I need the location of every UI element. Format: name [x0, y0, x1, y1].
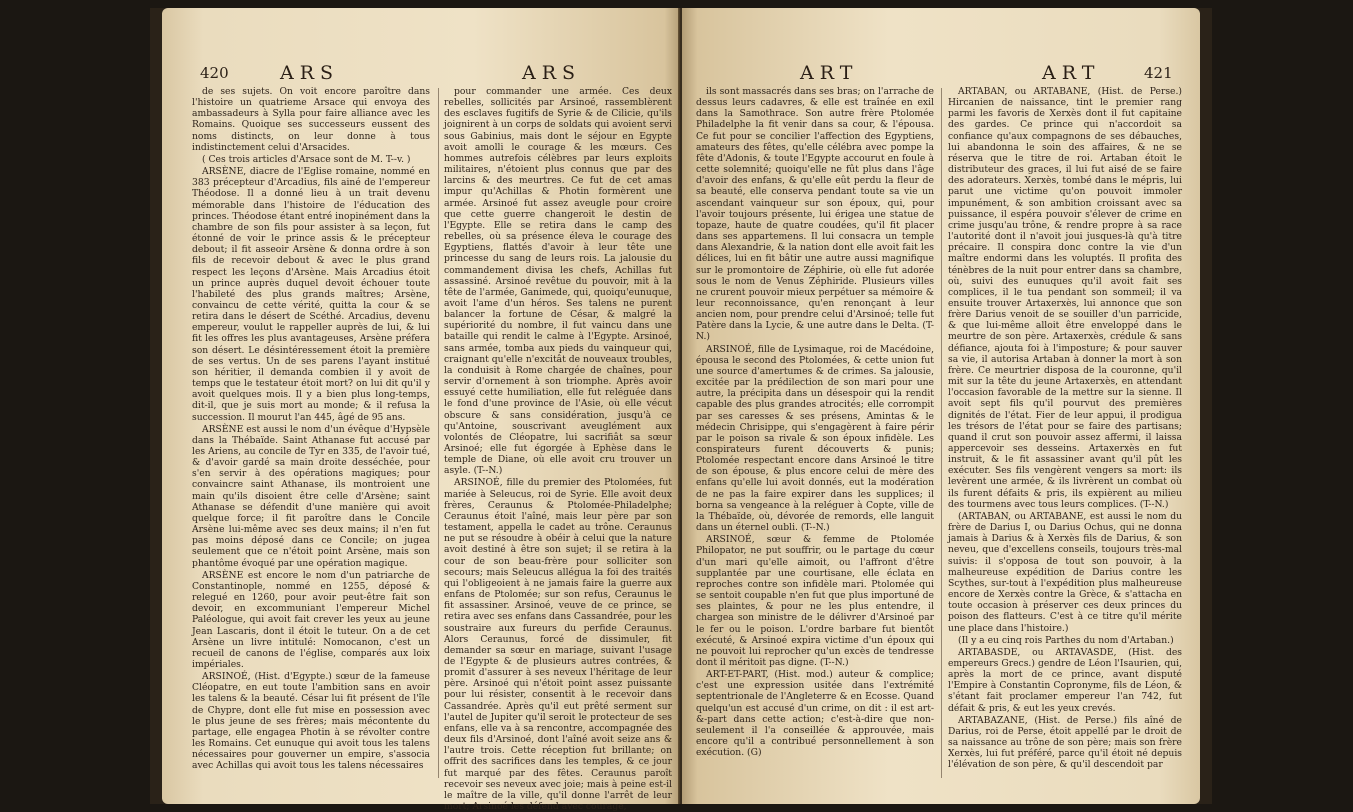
right-page-number: 421: [1144, 64, 1173, 82]
paragraph: ARSINOÉ, fille de Lysimaque, roi de Macédoine, épousa le second des Ptolomées, & cette union fut une source d'amertumes & de crimes. Sa jalousie, excitée par la prédilection de son mari pour une autre, la précipita dans un désespoir qui la rendit capable des plus grandes atrocités; elle corrompit par ses caresses & ses présens, Amintas & le médecin Chrisippe, qui s'engagèrent à faire périr par le poison sa rivale & son époux infidèle. Les conspirateurs furent découverts & punis; Ptolomée respectant encore dans Arsinoé le titre de son épouse, & plus encore celui de mère des enfans qu'elle lui avoit donnés, eut la modération de ne pas la faire expirer dans les supplices; il borna sa vengeance à la reléguer à Copte, ville de la Thébaïde, où, dévorée de remords, elle languit dans un éternel oubli. (T--N.): [696, 343, 934, 534]
paragraph: ( Ces trois articles d'Arsace sont de M. T--v. ): [202, 153, 411, 165]
right-page-header: [682, 60, 1200, 84]
column-rule: [941, 88, 942, 778]
paragraph: ARSÈNE est encore le nom d'un patriarche de Constantinople, nommé en 1255, déposé & relegué en 1260, pour avoir peut-être fait son devoir, en excommuniant l'empereur Michel Paléologue, qui avoit fait crever les yeux au jeune Jean Lascaris, dont il étoit le tuteur. On a de cet Arsène un livre intitulé: Nomocanon, c'est un recueil de canons de l'église, comparés aux loix impériales.: [192, 569, 430, 670]
paragraph: ARSINOÉ, (Hist. d'Egypte.) sœur de la fameuse Cléopatre, en eut toute l'ambition sans en avoir les talens & la beauté. César lui fit présent de l'île de Chypre, dont elle fut mise en possession avec le plus jeune de ses frères; mais mécontente du partage, elle engagea Photin à se révolter contre les Romains. Cet eunuque qui avoit tous les talens nécessaires pour gouverner un empire, s'associa avec Achillas qui avoit tous les talens nécessaires: [192, 671, 430, 772]
paragraph: ARTABASDE, ou ARTAVASDE, (Hist. des empereurs Grecs.) gendre de Léon l'Isaurien, qui, après la mort de ce prince, avant disputé l'Empire à Constantin Copronyme, fils de Léon, & s'étant fait proclamer empereur l'an 742, fut défait & pris, & eut les yeux crevés.: [948, 646, 1182, 714]
right-column-2: [948, 86, 1182, 771]
open-book: [150, 8, 1212, 812]
right-running-head-1: ART: [800, 62, 859, 84]
paragraph: ARSÈNE, diacre de l'Eglise romaine, nommé en 383 précepteur d'Arcadius, fils ainé de l'empereur Théodose. Il a donné lieu à un trait devenu mémorable dans l'histoire de l'éducation des princes. Théodose étant entré inopinément dans la chambre de son fils pour assister à sa leçon, fut étonné de voir le prince assis & le précepteur debout; il fit asseoir Arsène & donna ordre à son fils de recevoir debout & avec le plus grand respect les leçons d'Arsène. Mais Arcadius étoit un prince auprès duquel devoit échouer toute l'habileté des plus grands maîtres; Arsène, convaincu de cette vérité, quitta la cour & se retira dans le désert de Scéthé. Arcadius, devenu empereur, voulut le rappeller auprès de lui, & lui fit les offres les plus avantageuses, Arsène préfera son désert. Le désintéressement étoit la première de ses vertus. Un de ses parens l'ayant institué son héritier, il demanda combien il y avoit de temps que le testateur étoit mort? on lui dit qu'il y avoit quelques mois. Il y a bien plus long-temps, dit-il, que je suis mort au monde; & il refusa la succession. Il mourut l'an 445, âgé de 95 ans.: [192, 166, 430, 423]
right-column-1: [696, 86, 934, 758]
left-running-head-1: ARS: [280, 62, 340, 84]
right-page: [682, 8, 1200, 804]
paragraph: ARSINOÉ, fille du premier des Ptolomées, fut mariée à Seleucus, roi de Syrie. Elle avoit deux frères, Ceraunus & Ptolomée-Philadelphe; Ceraunus étoit l'aîné, mais leur père par son testament, appella le cadet au trône. Ceraunus ne put se résoudre à obéir à celui que la nature avoit destiné à être son sujet; il se retira à la cour de son beau-frère pour solliciter son secours; mais Seleucus allégua la foi des traités qui l'obligeoient à ne jamais faire la guerre aux enfans de Ptolomée; sur son refus, Ceraunus le fit assassiner. Arsinoé, veuve de ce prince, se retira avec ses enfans dans Cassandrée, pour les soustraire aux fureurs du perfide Ceraunus. Alors Ceraunus, forcé de dissimuler, fit demander sa sœur en mariage, suivant l'usage de l'Egypte & de plusieurs autres contrées, & promit d'assurer à ses neveux l'héritage de leur père. Arsinoé qui n'étoit point assez puissante pour lui résister, consentit à le recevoir dans Cassandrée. Après qu'il eut prêté serment sur l'autel de Jupiter qu'il seroit le protecteur de ses enfans, elle va à sa rencontre, accompagnée des deux fils d'Arsinoé, dont l'aîné avoit seize ans & l'autre trois. Cette réception fut brillante; on offrit des sacrifices dans les temples, & ce jour fut marqué par des fêtes. Ceraunus paroît recevoir ses neveux avec joie; mais à peine est-il le maître de la ville, qu'il donne l'arrêt de leur mort; Arsinoé les défend avec courage,: [444, 477, 672, 812]
left-page-header: [162, 60, 680, 84]
left-running-head-2: ARS: [522, 62, 582, 84]
paragraph: (Il y a eu cinq rois Parthes du nom d'Artaban.): [958, 634, 1174, 646]
paragraph: pour commander une armée. Ces deux rebelles, sollicités par Arsinoé, rassemblèrent des esclaves fugitifs de Syrie & de Cilicie, qu'ils joignirent à un corps de soldats qui avoient servi sous Gabinius, mais dont le séjour en Egypte avoit amolli le courage & les mœurs. Ces hommes autrefois célèbres par leurs exploits militaires, n'étoient plus connus que par des larcins & des meurtres. Ce fut de cet amas impur qu'Achillas & Photin formèrent une armée. Arsinoé fut assez aveugle pour croire que cette guerre changeroit le destin de l'Egypte. Elle se retira dans le camp des rebelles, où sa présence éleva le courage des Egyptiens, flattés d'avoir à leur tête une princesse du sang de leurs rois. La jalousie du commandement divisa les chefs, Achillas fut assassiné. Arsinoé revêtue du pouvoir, mit à la tête de l'armée, Ganimede, qui, quoiqu'eunuque, avoit l'ame d'un héros. Ses talens ne purent balancer la fortune de César, & malgré la supériorité du nombre, il fut vaincu dans une bataille qui rendit le calme à l'Egypte. Arsinoé, sans armée, tomba aux pieds du vainqueur qui, craignant qu'elle n'excitât de nouveaux troubles, la conduisit à Rome chargée de chaînes, pour servir d'ornement à son triomphe. Après avoir essuyé cette humiliation, elle fut reléguée dans le fond d'une province de l'Asie, où elle vécut obscure & sans considération, jusqu'à ce qu'Antoine, souscrivant aveuglément aux volontés de Cléopatre, lui sacrifiât sa sœur Arsinoé; elle fut égorgée à Ephèse dans le temple de Diane, où elle avoit cru trouver un asyle. (T--N.): [444, 86, 672, 477]
paragraph: ARSÈNE est aussi le nom d'un évêque d'Hypsèle dans la Thébaïde. Saint Athanase fut accusé par les Ariens, au concile de Tyr en 335, de l'avoir tué, & d'avoir gardé sa main droite desséchée, pour s'en servir à des opérations magiques; pour convaincre saint Athanase, ils montroient une main qu'ils disoient être celle d'Arsène; saint Athanase se défendit d'une manière qui avoit quelque force; il fit paroître dans le Concile Arsène lui-même avec ses deux mains; il n'en fut pas moins déposé dans ce Concile; on jugea seulement que ce n'étoit point Arsène, mais son phantôme évoqué par une opération magique.: [192, 423, 430, 569]
right-running-head-2: ART: [1042, 62, 1101, 84]
left-page-number: 420: [200, 64, 229, 82]
paragraph: (ARTABAN, ou ARTABANE, est aussi le nom du frère de Darius I, ou Darius Ochus, qui ne donna jamais à Darius & à Xerxès fils de Darius, & son neveu, que d'excellens conseils, toujours très-mal suivis: il s'opposa de tout son pouvoir, à la malheureuse expédition de Darius contre les Scythes, sur-tout à l'expédition plus malheureuse encore de Xerxès contre la Grèce, & s'attacha en toute occasion à préserver ces deux princes du poison des flatteurs. C'est à ce titre qu'il mérite une place dans l'histoire.): [948, 510, 1182, 634]
paragraph: ART-ET-PART, (Hist. mod.) auteur & complice; c'est une expression usitée dans l'extrémité septentrionale de l'Angleterre & en Ecosse. Quand quelqu'un est accusé d'un crime, on dit : il est art-&-part dans cette action; c'est-à-dire que non-seulement il l'a conseillée & approuvée, mais encore qu'il a contribué personnellement à son exécution. (G): [696, 669, 934, 759]
column-rule: [438, 88, 439, 778]
paragraph: de ses sujets. On voit encore paroître dans l'histoire un quatrieme Arsace qui envoya des ambassadeurs à Sylla pour faire alliance avec les Romains. Quoique ses successeurs eussent des noms distincts, on leur donne à tous indistinctement celui d'Arsacides.: [192, 86, 430, 153]
paragraph: ARSINOÉ, sœur & femme de Ptolomée Philopator, ne put souffrir, ou le partage du cœur d'un mari qu'elle aimoit, ou l'affront d'être supplantée par une courtisane, elle éclata en reproches contre son infidèle mari. Ptolomée qui se sentoit coupable n'en fut que plus importuné de ses plaintes, & pour ne les plus entendre, il chargea son ministre de le délivrer d'Arsinoé par le fer ou le poison. L'ordre barbare fut bientôt exécuté, & Arsinoé expira victime d'un époux qui ne pouvoit lui reprocher qu'un excès de tendresse dont il méritoit pas digne. (T--N.): [696, 534, 934, 668]
paragraph: ARTABAZANE, (Hist. de Perse.) fils aîné de Darius, roi de Perse, étoit appellé par le droit de sa naissance au trône de son père; mais son frère Xerxès, lui fut préféré, parce qu'il étoit né depuis l'élévation de son père, & qu'il descendoit par: [948, 714, 1182, 771]
paragraph: ils sont massacrés dans ses bras; on l'arrache de dessus leurs cadavres, & elle est traînée en exil dans la Samothrace. Son autre frère Ptolomée Philadelphe la fit venir dans sa cour, & l'épousa. Ce fut pour se concilier l'affection des Egyptiens, amateurs des fêtes, qu'elle célébra avec pompe la fête d'Adonis, & toute l'Egypte accourut en foule à cette solemnité; quoiqu'elle ne fût plus dans l'âge d'avoir des enfans, & qu'elle eût perdu la fleur de sa beauté, elle conserva pendant toute sa vie un ascendant vainqueur sur son époux, qui, pour l'avoir toujours présente, lui érigea une statue de topaze, haute de quatre coudées, qu'il fit placer dans ses appartemens. Il lui consacra un temple dans Alexandrie, & la nation dont elle avoit fait les délices, lui en fit bâtir une autre aussi magnifique sur le promontoire de Zéphirie, où elle fut adorée sous le nom de Venus Zéphiride. Plusieurs villes ne crurent pouvoir mieux perpétuer sa mémoire & leur reconnoissance, qu'en renonçant à leur ancien nom, pour prendre celui d'Arsinoé; telle fut Patère dans la Lycie, & une autre dans le Delta. (T-N.): [696, 86, 934, 343]
left-column-1: [192, 86, 430, 772]
left-column-2: [444, 86, 672, 812]
paragraph: ARTABAN, ou ARTABANE, (Hist. de Perse.) Hircanien de naissance, tint le premier rang parmi les favoris de Xerxès dont il fut capitaine des gardes. Ce prince qui n'accordoit sa confiance qu'aux compagnons de ses débauches, lui abandonna le soin des affaires, & ne se réserva que le titre de roi. Artaban étoit le distributeur des graces, il lui fut aisé de se faire des adorateurs. Xerxès, tombé dans le mépris, lui parut une victime qu'on pouvoit immoler impunément, & son ambition croissant avec sa puissance, il espéra pouvoir s'élever de crime en crime jusqu'au trône, & rendre propre à sa race l'autorité dont il n'avoit joui jusques-là qu'à titre précaire. Il conspira donc contre la vie d'un maître endormi dans les voluptés. Il profita des ténèbres de la nuit pour entrer dans sa chambre, où, suivi des eunuques qu'il avoit fait ses complices, il le tua pendant son sommeil; il va ensuite trouver Artaxerxès, lui annonce que son frère Darius venoit de se souiller d'un parricide, & que lui-même alloit être enveloppé dans le meurtre de son père. Artaxerxès, crédule & sans défiance, ajouta foi à l'imposture; & pour sauver sa vie, il autorisa Artaban à donner la mort à son frère. Ce meurtrier disposa de la couronne, qu'il mit sur la tête du jeune Artaxerxès, en attendant l'occasion favorable de la mettre sur la sienne. Il avoit sept fils qu'il pourvut des premières dignités de l'état. Fier de leur appui, il prodigua les trésors de l'état pour se faire des partisans; quand il crut son pouvoir assez affermi, il laissa appercevoir ses desseins. Artaxerxès en fut instruit, & le fit assassiner avant qu'il pût les exécuter. Ses fils vengèrent vengers sa mort: ils levèrent une armée, & ils livrèrent un combat où ils furent défaits & pris, ils expièrent au milieu des tourmens avec tous leurs complices. (T--N.): [948, 86, 1182, 510]
left-page: [162, 8, 680, 812]
